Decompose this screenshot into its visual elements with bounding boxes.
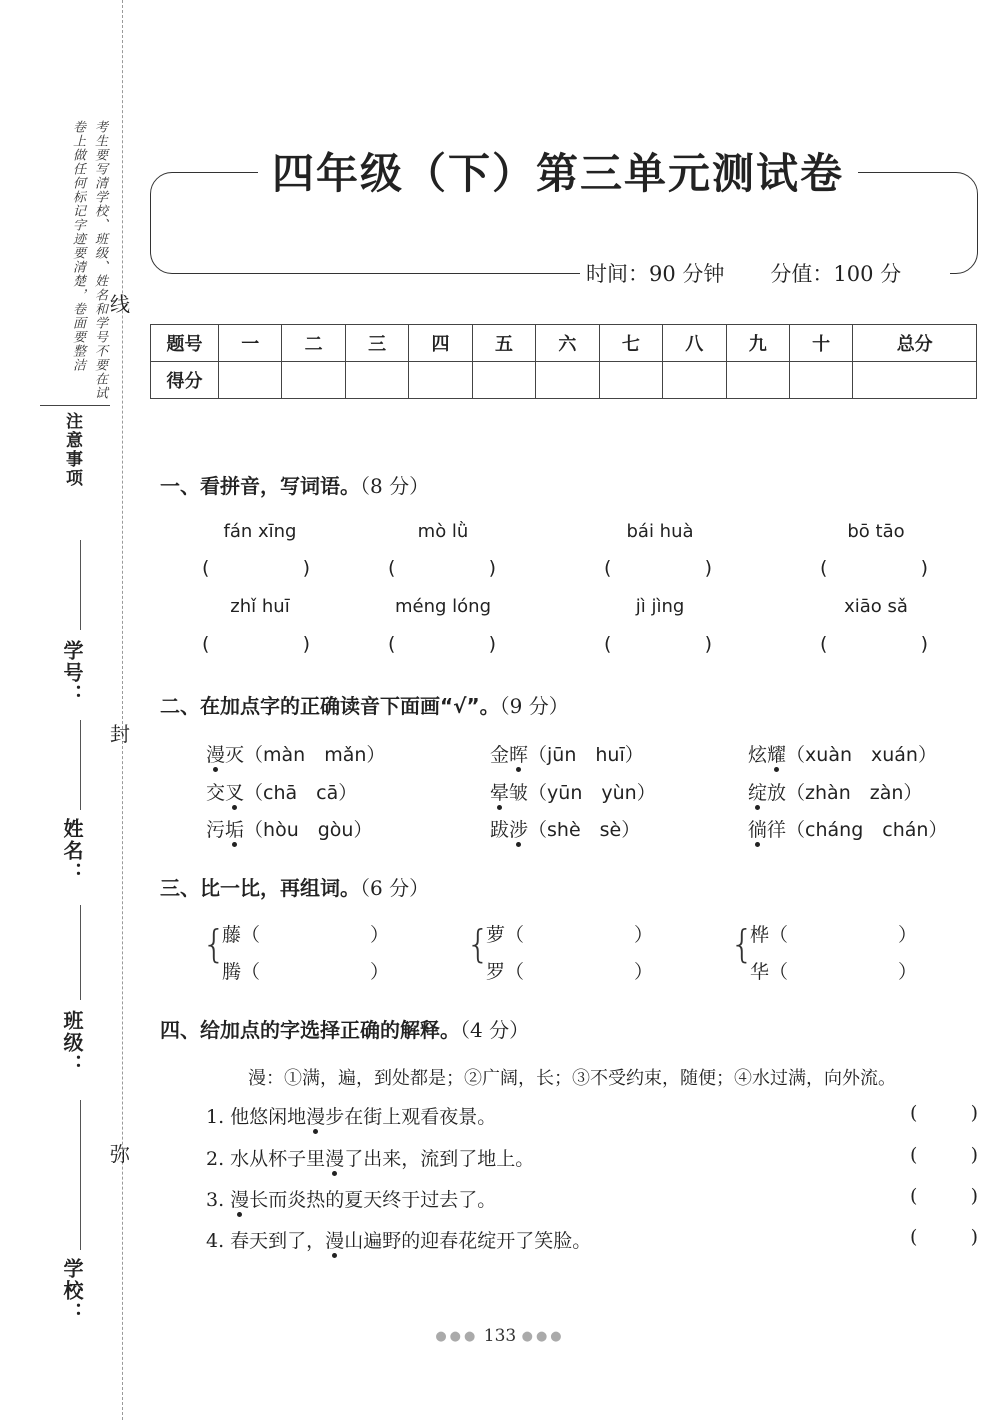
score-table-row1-label: 题号	[151, 325, 219, 362]
q1-pinyin: mò lǜ	[417, 521, 469, 542]
score-cell[interactable]	[726, 362, 789, 399]
brace-icon: {	[202, 922, 227, 966]
page-title: 四年级（下）第三单元测试卷	[258, 144, 858, 204]
exam-meta	[580, 257, 950, 291]
school-line[interactable]	[80, 1100, 81, 1250]
q3-title	[160, 872, 429, 901]
q3-word-blank[interactable]: 罗（ ）	[486, 961, 654, 983]
q1-points: （8 分）	[360, 474, 430, 498]
page-number-text: 133	[483, 1326, 517, 1346]
school-label: 学校：	[60, 1258, 84, 1324]
score-col: 总分	[853, 325, 977, 362]
page-number	[0, 1326, 1000, 1346]
q4-definition: 漫：①满，遍，到处都是；②广阔，长；③不受约束，随便；④水过满，向外流。	[248, 1068, 896, 1089]
student-id-label: 学号：	[60, 640, 84, 706]
dotted-char: 漫	[306, 1102, 325, 1129]
score-cell[interactable]	[219, 362, 282, 399]
q1-pinyin: zhǐ huī	[230, 596, 290, 617]
q1-pinyin: xiāo sǎ	[844, 596, 908, 617]
dotted-char: 晖	[509, 740, 528, 767]
exam-score: 分值：100 分	[770, 262, 902, 286]
q4-answer-blank[interactable]: ( )	[910, 1185, 978, 1207]
score-cell[interactable]	[345, 362, 408, 399]
q1-answer-blank[interactable]: ( )	[202, 557, 310, 579]
score-table	[150, 324, 977, 399]
notes-title: 注意事项	[62, 412, 82, 488]
score-col: 四	[409, 325, 472, 362]
q1-answer-blank[interactable]: ( )	[388, 633, 496, 655]
score-cell[interactable]	[789, 362, 852, 399]
seal-char-seal: 封	[110, 722, 130, 746]
q4-answer-blank[interactable]: ( )	[910, 1144, 978, 1166]
q4-answer-blank[interactable]: ( )	[910, 1226, 978, 1248]
q2-item[interactable]: 交叉（chā cā）	[206, 778, 357, 805]
score-col: 九	[726, 325, 789, 362]
q1-pinyin: jì jìng	[635, 596, 685, 617]
q2-reading: （jūn huī）	[528, 744, 644, 766]
dots-decoration-icon: ●●●	[435, 1329, 479, 1344]
q2-item[interactable]: 炫耀（xuàn xuán）	[748, 740, 937, 767]
score-col: 二	[282, 325, 345, 362]
score-table-row2-label: 得分	[151, 362, 219, 399]
q1-answer-blank[interactable]: ( )	[820, 633, 928, 655]
q1-answer-blank[interactable]: ( )	[820, 557, 928, 579]
name-line[interactable]	[80, 720, 81, 810]
score-table-score-row	[151, 362, 977, 399]
dotted-char: 漫	[325, 1226, 344, 1253]
q3-word-blank[interactable]: 桦（ ）	[750, 924, 918, 946]
q1-answer-blank[interactable]: ( )	[604, 557, 712, 579]
q2-item[interactable]: 漫灭（màn mǎn）	[206, 740, 385, 767]
q2-reading: （xuàn xuán）	[786, 744, 937, 766]
q3-word-blank[interactable]: 藤（ ）	[222, 924, 390, 946]
name-label: 姓名：	[60, 818, 84, 884]
dotted-char: 垢	[225, 815, 244, 842]
q1-pinyin: fán xīng	[223, 521, 297, 542]
q3-word-blank[interactable]: 华（ ）	[750, 961, 918, 983]
score-cell[interactable]	[663, 362, 726, 399]
q3-title-text: 三、比一比，再组词。	[160, 876, 360, 900]
brace-icon: {	[730, 922, 755, 966]
q4-answer-blank[interactable]: ( )	[910, 1102, 978, 1124]
q3-word-blank[interactable]: 萝（ ）	[486, 924, 654, 946]
exam-time: 时间：90 分钟	[586, 262, 725, 286]
q1-pinyin: méng lóng	[394, 596, 491, 617]
q1-title-text: 一、看拼音，写词语。	[160, 474, 360, 498]
dots-decoration-icon: ●●●	[521, 1329, 565, 1344]
q4-item: 4. 春天到了，漫山遍野的迎春花绽开了笑脸。	[206, 1226, 591, 1253]
q2-reading: （cháng chán）	[786, 819, 948, 841]
q2-item[interactable]: 绽放（zhàn zàn）	[748, 778, 922, 805]
seal-char-close: 弥	[110, 1142, 130, 1166]
q2-reading: （chā cā）	[244, 782, 358, 804]
seal-char-line: 线	[110, 292, 130, 316]
score-cell[interactable]	[409, 362, 472, 399]
class-line[interactable]	[80, 905, 81, 1000]
score-col: 一	[219, 325, 282, 362]
q2-item[interactable]: 污垢（hòu gòu）	[206, 815, 372, 842]
q2-points: （9 分）	[499, 694, 569, 718]
q4-title	[160, 1014, 529, 1043]
score-table-header-row	[151, 325, 977, 362]
score-cell[interactable]	[853, 362, 977, 399]
dotted-char: 叉	[225, 778, 244, 805]
q4-item: 3. 漫长而炎热的夏天终于过去了。	[206, 1185, 496, 1212]
q1-answer-blank[interactable]: ( )	[604, 633, 712, 655]
brace-icon: {	[466, 922, 491, 966]
q1-answer-blank[interactable]: ( )	[388, 557, 496, 579]
dotted-char: 漫	[230, 1185, 249, 1212]
q2-item[interactable]: 徜徉（cháng chán）	[748, 815, 947, 842]
dotted-char: 涉	[509, 815, 528, 842]
score-col: 六	[536, 325, 599, 362]
binding-dashed-line	[122, 0, 123, 1420]
q2-item[interactable]: 金晖（jūn huī）	[490, 740, 644, 767]
student-id-line[interactable]	[80, 540, 81, 630]
q4-item: 1. 他悠闲地漫步在街上观看夜景。	[206, 1102, 496, 1129]
q2-item[interactable]: 晕皱（yūn yùn）	[490, 778, 656, 805]
dotted-char: 耀	[767, 740, 786, 767]
notes-divider	[40, 405, 110, 406]
score-col: 三	[345, 325, 408, 362]
q2-item[interactable]: 跋涉（shè sè）	[490, 815, 640, 842]
q2-reading: （shè sè）	[528, 819, 641, 841]
q2-reading: （yūn yùn）	[528, 782, 656, 804]
score-col: 七	[599, 325, 662, 362]
score-cell[interactable]	[599, 362, 662, 399]
q2-title	[160, 690, 569, 719]
q2-reading: （màn mǎn）	[244, 744, 386, 766]
exam-notes: 考生要写清学校、班级、姓名和学号不要在试卷上做任何标记字迹要清楚，卷面要整洁	[70, 120, 107, 400]
dotted-char: 漫	[325, 1144, 344, 1171]
score-cell[interactable]	[472, 362, 535, 399]
dotted-char: 绽	[748, 778, 767, 805]
q4-item: 2. 水从杯子里漫了出来，流到了地上。	[206, 1144, 534, 1171]
q1-pinyin: bái huà	[626, 521, 694, 542]
score-cell[interactable]	[536, 362, 599, 399]
score-col: 八	[663, 325, 726, 362]
q3-points: （6 分）	[360, 876, 430, 900]
dotted-char: 晕	[490, 778, 509, 805]
q1-title	[160, 470, 429, 499]
score-col: 十	[789, 325, 852, 362]
score-cell[interactable]	[282, 362, 345, 399]
q4-points: （4 分）	[460, 1018, 530, 1042]
q4-title-text: 四、给加点的字选择正确的解释。	[160, 1018, 460, 1042]
score-col: 五	[472, 325, 535, 362]
q3-word-blank[interactable]: 腾（ ）	[222, 961, 390, 983]
q2-reading: （zhàn zàn）	[786, 782, 923, 804]
q1-pinyin: bō tāo	[847, 521, 905, 542]
q1-answer-blank[interactable]: ( )	[202, 633, 310, 655]
dotted-char: 漫	[206, 740, 225, 767]
dotted-char: 徜	[748, 815, 767, 842]
class-label: 班级：	[60, 1010, 84, 1076]
q2-reading: （hòu gòu）	[244, 819, 373, 841]
q2-title-text: 二、在加点字的正确读音下面画“√”。	[160, 694, 500, 718]
